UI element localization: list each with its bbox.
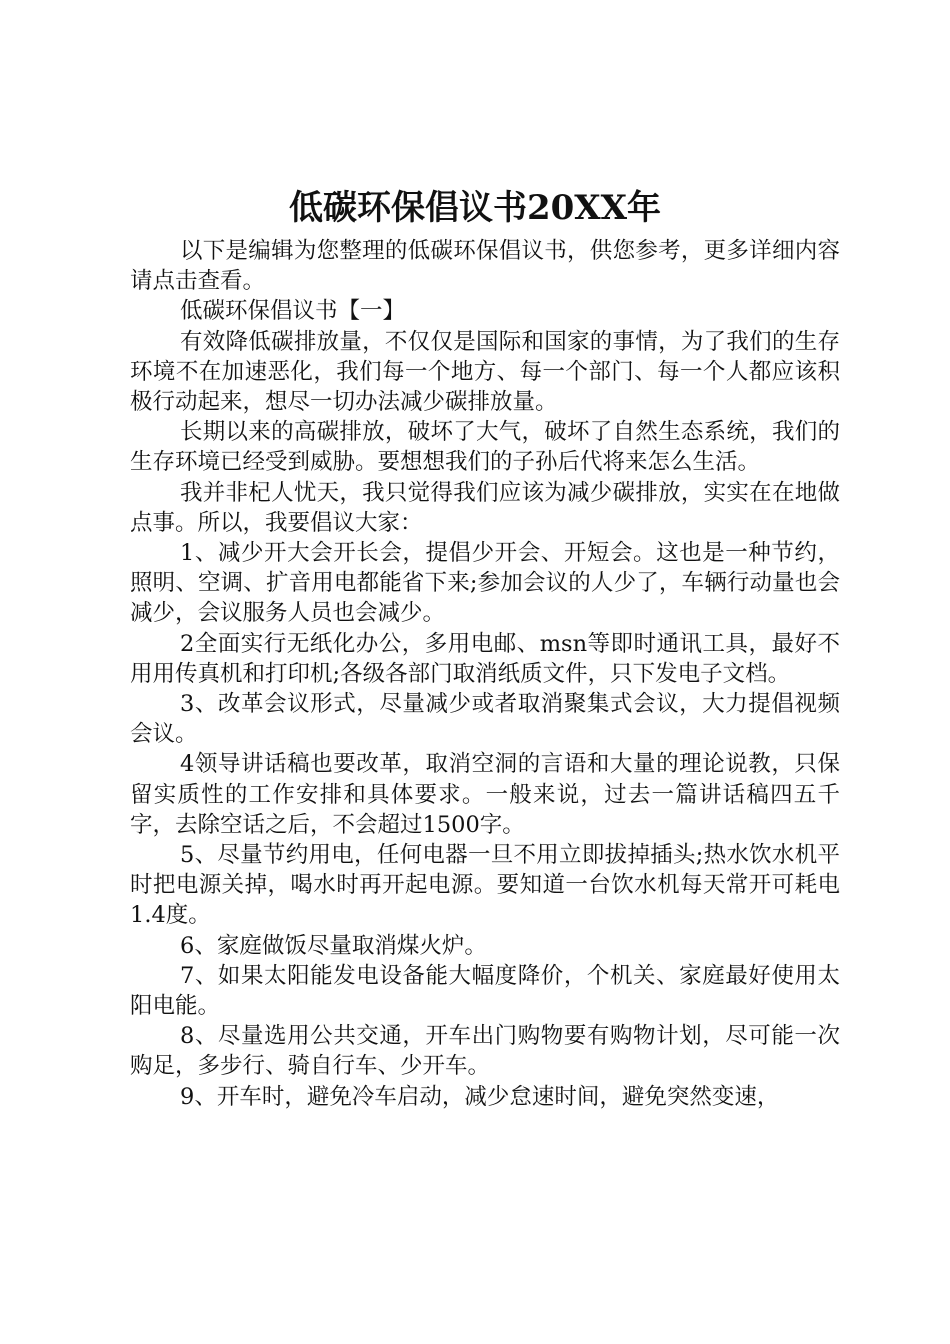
paragraph: 长期以来的高碳排放，破坏了大气，破坏了自然生态系统，我们的生存环境已经受到威胁。要想想我们的子孙后代将来怎么生活。 bbox=[130, 419, 840, 476]
list-item: 8、尽量选用公共交通，开车出门购物要有购物计划，尽可能一次购足，多步行、骑自行车、少开车。 bbox=[130, 1023, 840, 1080]
list-item: 3、改革会议形式，尽量减少或者取消聚集式会议，大力提倡视频会议。 bbox=[130, 691, 840, 748]
list-item: 4领导讲话稿也要改革，取消空洞的言语和大量的理论说教，只保留实质性的工作安排和具体要求。一般来说，过去一篇讲话稿四五千字，去除空话之后，不会超过1500字。 bbox=[130, 751, 840, 838]
list-item: 9、开车时，避免冷车启动，减少怠速时间，避免突然变速， bbox=[180, 1083, 780, 1110]
document-title: 低碳环保倡议书20XX年 bbox=[288, 188, 662, 228]
list-item: 6、家庭做饭尽量取消煤火炉。 bbox=[180, 932, 487, 959]
list-item: 7、如果太阳能发电设备能大幅度降价，个机关、家庭最好使用太阳电能。 bbox=[130, 962, 840, 1020]
list-item: 1、减少开大会开长会，提倡少开会、开短会。这也是一种节约，照明、空调、扩音用电都能省下来;参加会议的人少了，车辆行动量也会减少，会议服务人员也会减少。 bbox=[130, 540, 840, 627]
paragraph-intro: 以下是编辑为您整理的低碳环保倡议书，供您参考，更多详细内容请点击查看。 bbox=[130, 238, 840, 295]
section-heading: 低碳环保倡议书【一】 bbox=[180, 298, 406, 325]
paragraph: 我并非杞人忧天，我只觉得我们应该为减少碳排放，实实在在地做点事。所以，我要倡议大家： bbox=[130, 479, 840, 536]
list-item: 5、尽量节约用电，任何电器一旦不用立即拔掉插头;热水饮水机平时把电源关掉，喝水时再开起电源。要知道一台饮水机每天常开可耗电1.4度。 bbox=[130, 842, 840, 929]
paragraph: 有效降低碳排放量，不仅仅是国际和国家的事情，为了我们的生存环境不在加速恶化，我们每一个地方、每一个部门、每一个人都应该积极行动起来，想尽一切办法减少碳排放量。 bbox=[130, 328, 840, 416]
document-body bbox=[130, 236, 840, 1112]
list-item: 2全面实行无纸化办公，多用电邮、msn等即时通讯工具，最好不用用传真机和打印机;各级各部门取消纸质文件，只下发电子文档。 bbox=[130, 630, 840, 687]
